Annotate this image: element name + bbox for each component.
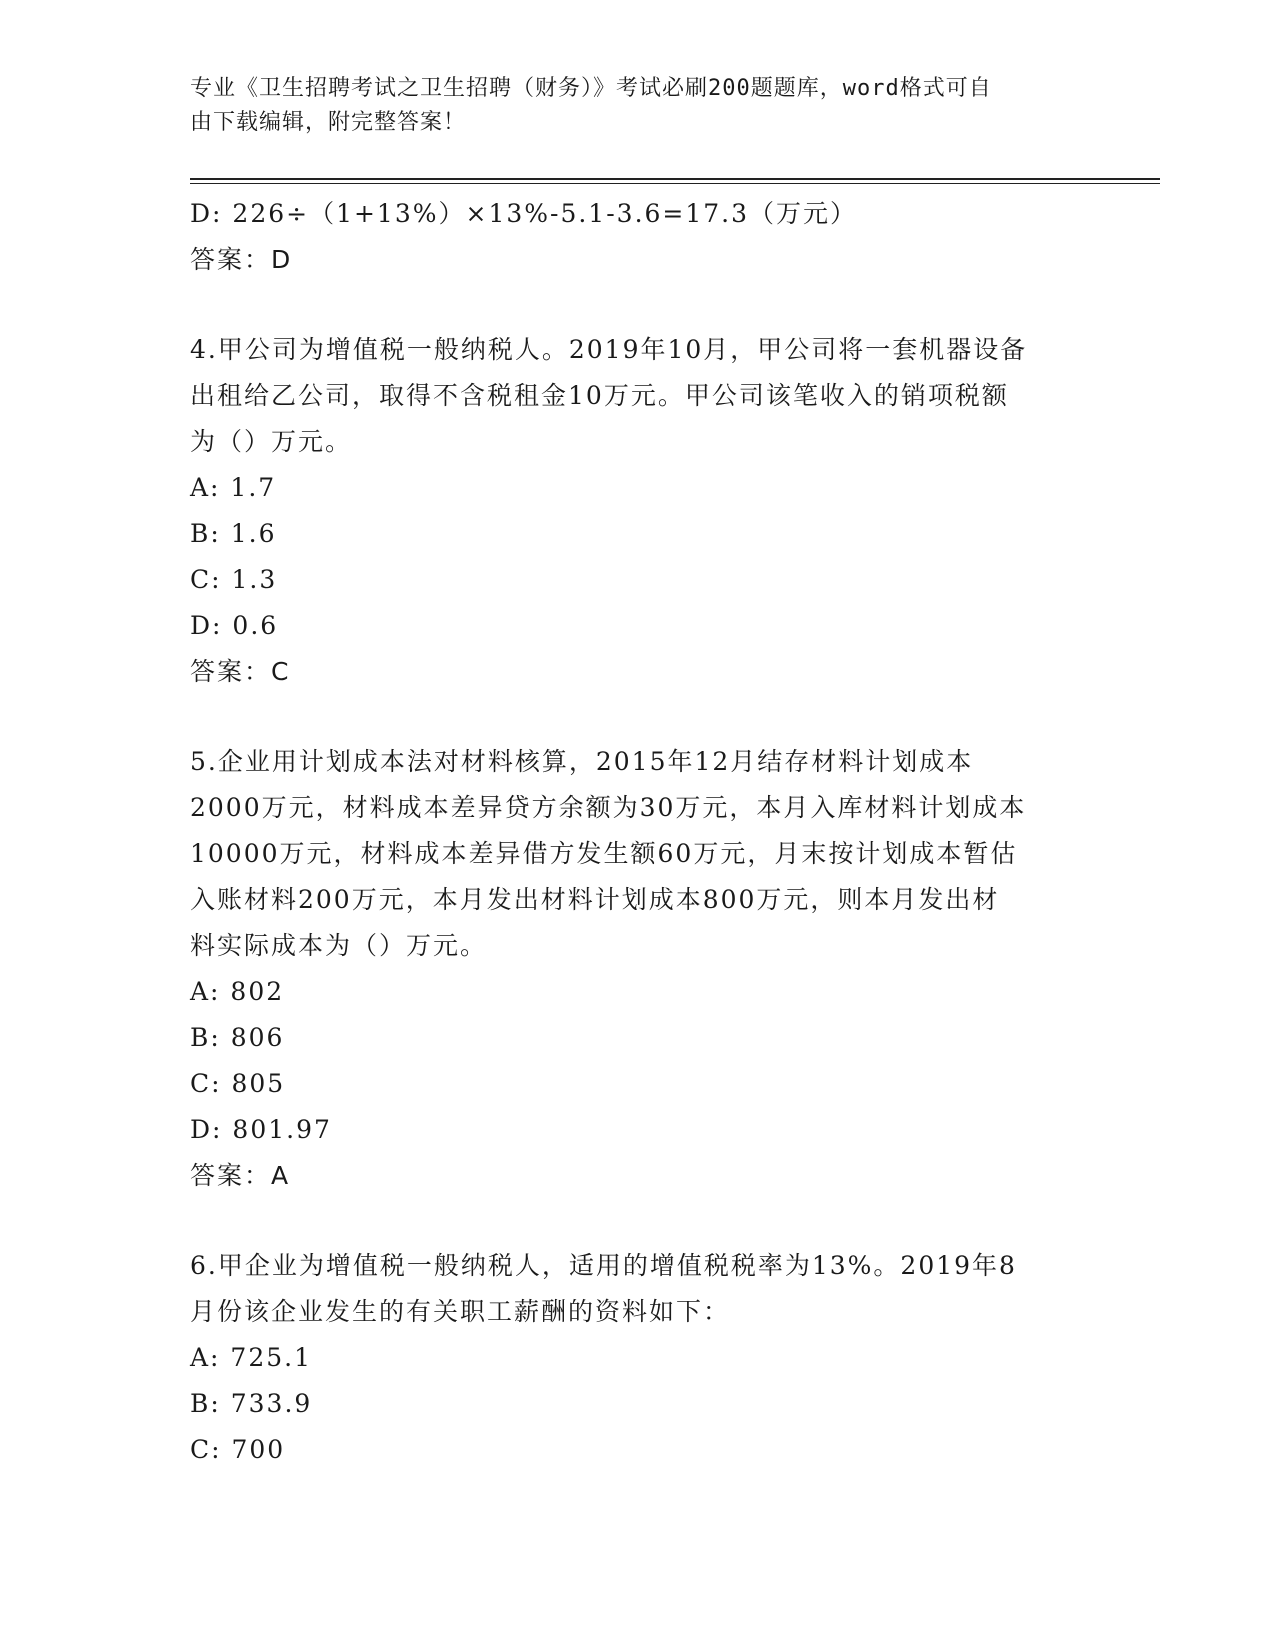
- spacer: [190, 1199, 1090, 1243]
- q3-answer: 答案：D: [190, 245, 293, 274]
- spacer: [190, 283, 1090, 327]
- q5-stem-line: 入账材料200万元，本月发出材料计划成本800万元，则本月发出材: [190, 885, 1000, 914]
- q4-stem-line: 为（）万元。: [190, 427, 353, 456]
- q5-option-b: B: 806: [190, 1023, 285, 1052]
- spacer: [190, 695, 1090, 739]
- q4-stem-line: 出租给乙公司，取得不含税租金10万元。甲公司该笔收入的销项税额: [190, 381, 1009, 410]
- q6-option-c: C: 700: [190, 1435, 286, 1464]
- q5-stem-line: 10000万元，材料成本差异借方发生额60万元，月末按计划成本暂估: [190, 839, 1018, 868]
- q5-answer: 答案：A: [190, 1161, 291, 1190]
- q4-option-d: D: 0.6: [190, 611, 279, 640]
- question-4: [190, 327, 1090, 695]
- q4-option-b: B: 1.6: [190, 519, 277, 548]
- q3-option-d: D: 226÷（1+13%）×13%-5.1-3.6=17.3（万元）: [190, 199, 858, 228]
- q6-stem-line: 6.甲企业为增值税一般纳税人，适用的增值税税率为13%。2019年8: [190, 1251, 1017, 1280]
- q5-option-a: A: 802: [190, 977, 285, 1006]
- header-line-2: 由下载编辑，附完整答案！: [190, 110, 467, 135]
- q4-option-a: A: 1.7: [190, 473, 277, 502]
- q6-option-b: B: 733.9: [190, 1389, 313, 1418]
- q5-option-d: D: 801.97: [190, 1115, 332, 1144]
- q5-stem-line: 2000万元，材料成本差异贷方余额为30万元，本月入库材料计划成本: [190, 793, 1027, 822]
- document-header: [190, 72, 1070, 140]
- q5-stem-line: 5.企业用计划成本法对材料核算，2015年12月结存材料计划成本: [190, 747, 974, 776]
- q5-stem-line: 料实际成本为（）万元。: [190, 931, 488, 960]
- q6-stem-line: 月份该企业发生的有关职工薪酬的资料如下：: [190, 1297, 731, 1326]
- question-5: [190, 739, 1090, 1199]
- q5-option-c: C: 805: [190, 1069, 286, 1098]
- q4-stem-line: 4.甲公司为增值税一般纳税人。2019年10月，甲公司将一套机器设备: [190, 335, 1028, 364]
- header-divider-thin: [190, 183, 1160, 184]
- q4-answer: 答案：C: [190, 657, 291, 686]
- document-body: [190, 191, 1090, 1473]
- q4-option-c: C: 1.3: [190, 565, 278, 594]
- header-divider-thick: [190, 178, 1160, 180]
- q6-option-a: A: 725.1: [190, 1343, 312, 1372]
- header-line-1: 专业《卫生招聘考试之卫生招聘（财务）》考试必刷200题题库，word格式可自: [190, 76, 992, 101]
- question-6: [190, 1243, 1090, 1473]
